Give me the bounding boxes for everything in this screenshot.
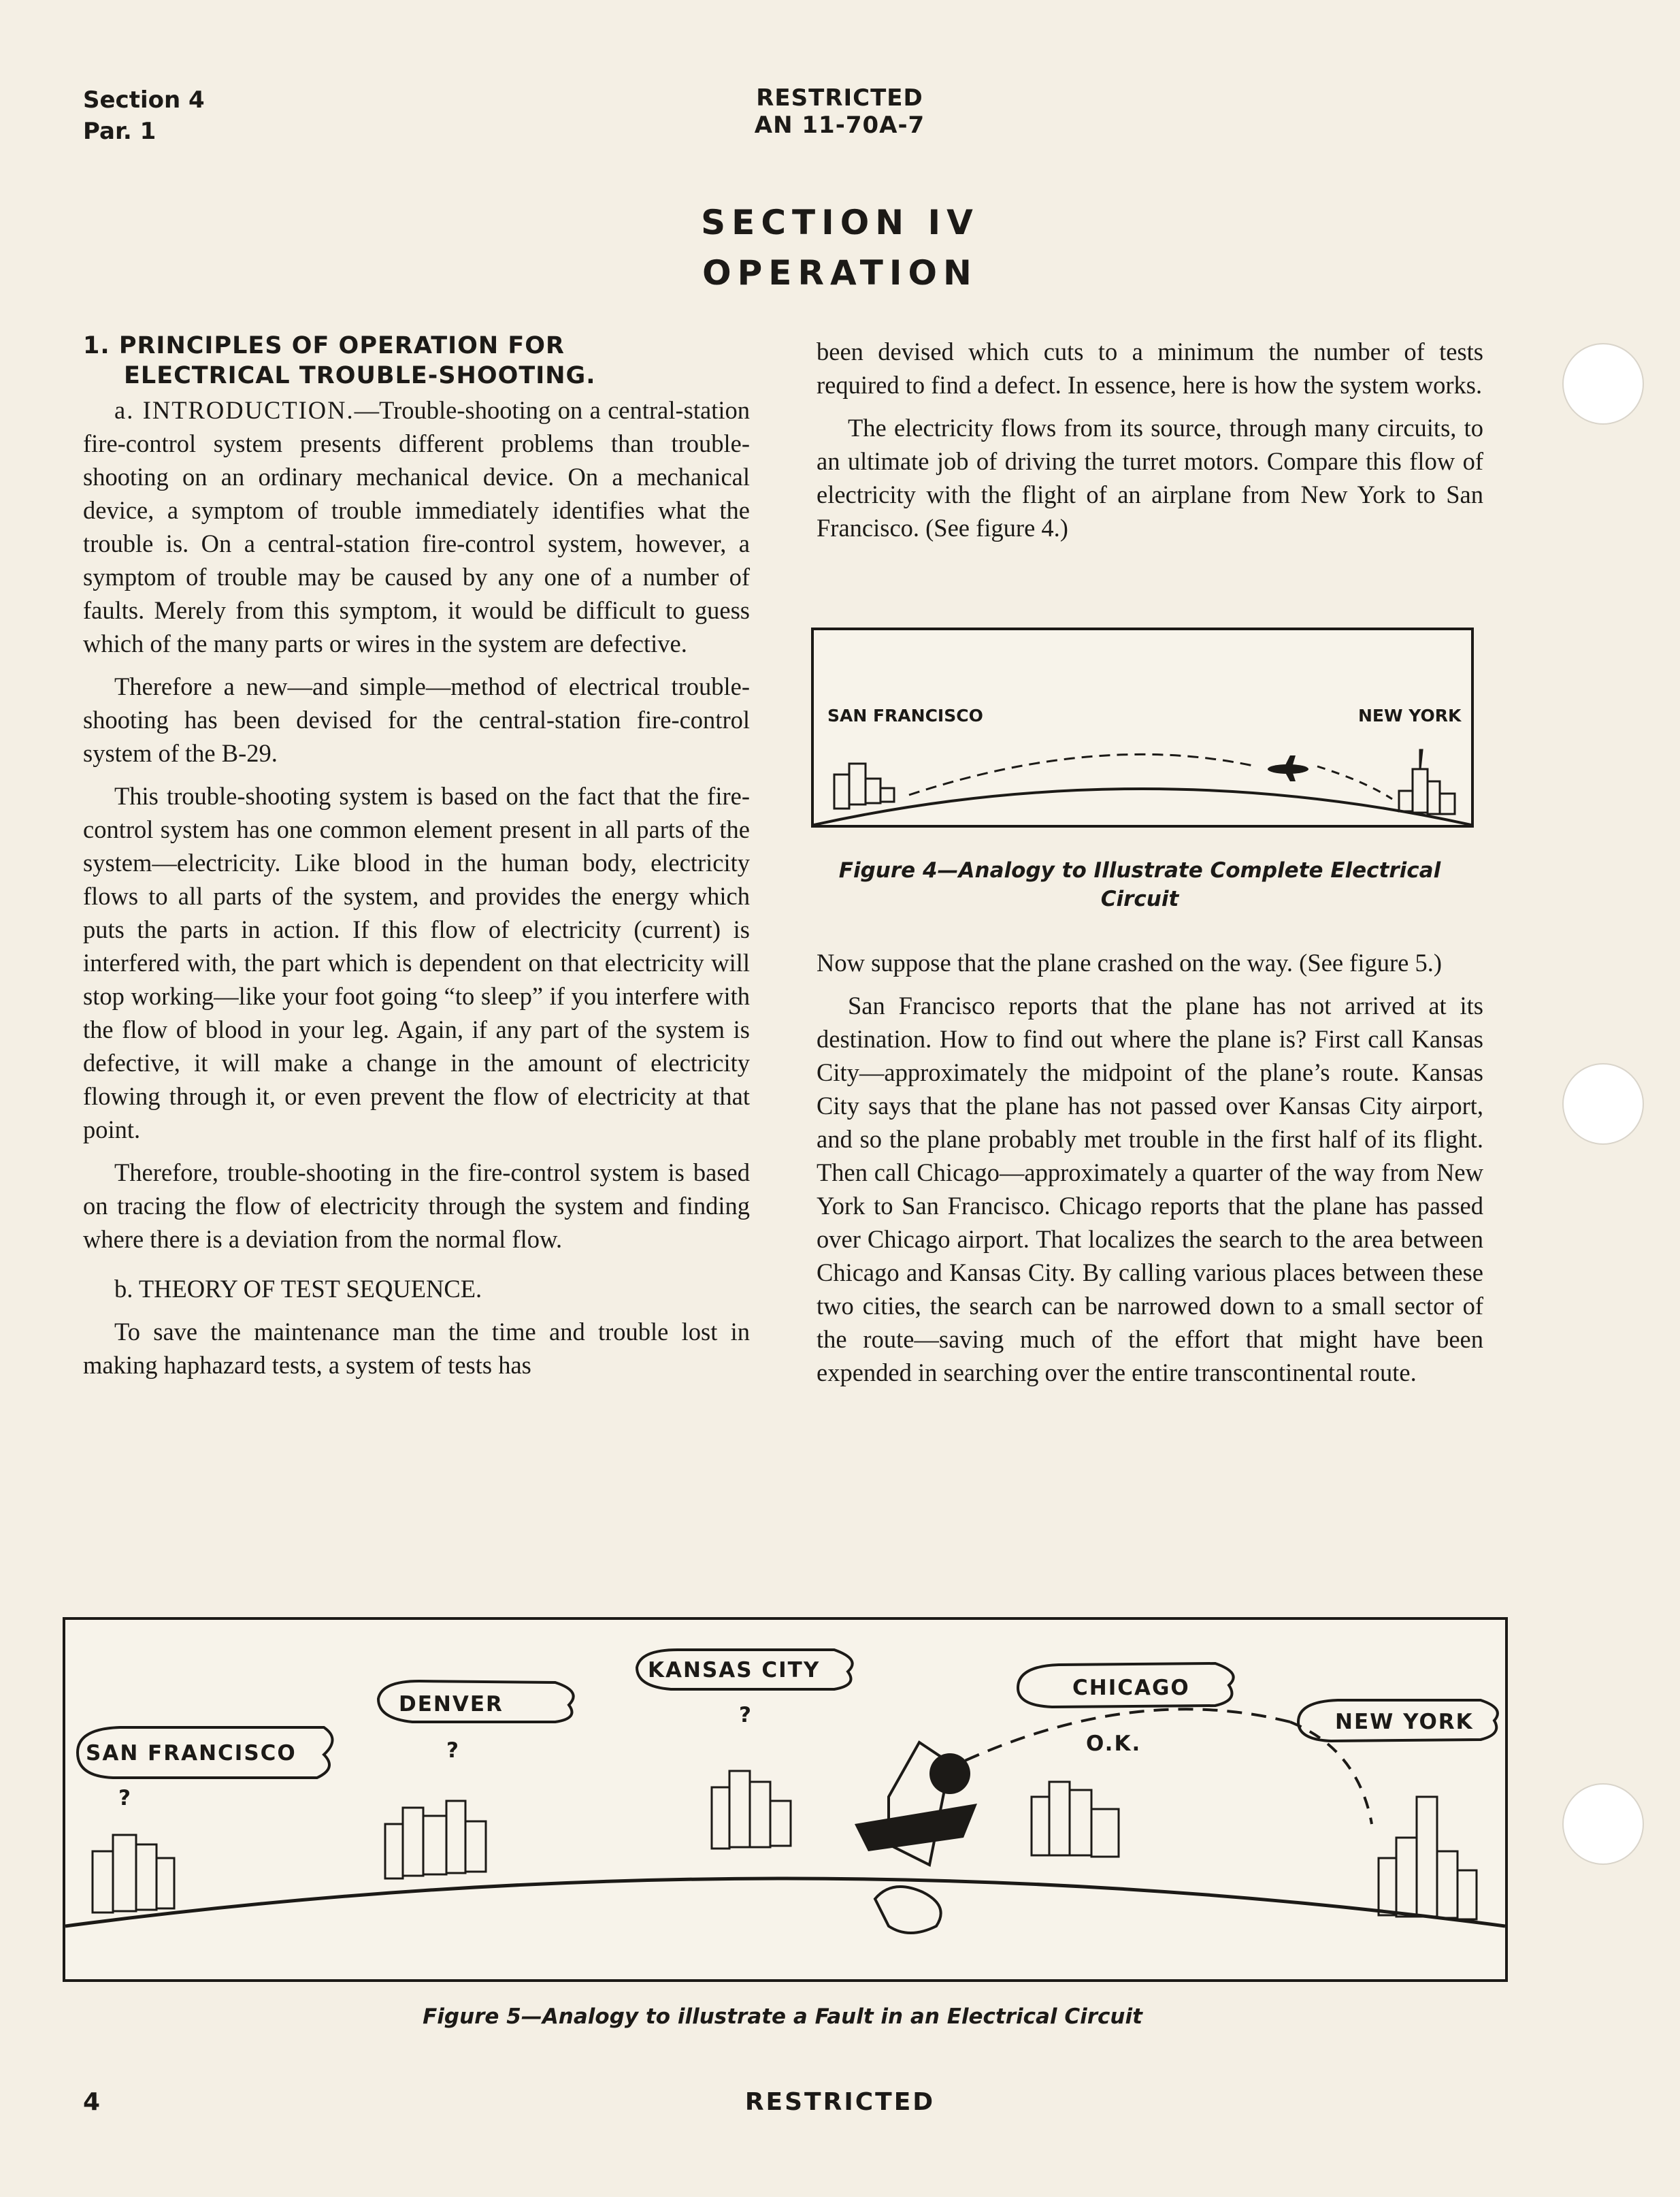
label-chicago: CHICAGO <box>1072 1676 1190 1700</box>
figure-4-caption <box>811 856 1468 913</box>
introduction-label: a. INTRODUCTION. <box>114 396 355 424</box>
figure-5-drawing <box>65 1620 1505 1979</box>
figure-4-label-san-francisco: SAN FRANCISCO <box>827 706 983 726</box>
label-kansas-city: KANSAS CITY <box>648 1658 821 1682</box>
right-column-bottom <box>817 946 1483 1389</box>
figure-5-caption: Figure 5—Analogy to illustrate a Fault in an Electrical Circuit <box>423 2004 1142 2029</box>
chicago-skyline-icon <box>1032 1782 1119 1857</box>
section-title: SECTION IV <box>701 203 979 242</box>
right-column-top <box>817 335 1483 544</box>
document-number: AN 11-70A-7 <box>754 112 925 139</box>
san-francisco-skyline-icon <box>93 1835 174 1913</box>
figure-4-illustration <box>811 628 1474 828</box>
body-paragraph: This trouble-shooting system is based on the fact that the fire-control system has one common element present in all parts of the system—electricity. Like blood in the human body, electricity flows to all parts of the system, and provides the energy which puts the parts in action. If this flow of electricity (current) is interfered with, the part which is dependent on that electricity will stop working—like your foot going “to sleep” if you interfere with the flow of blood in your leg. Again, if any part of the system is defective, it will make a change in the amount of electricity flowing through it, or even prevent the flow of electricity at that point. <box>83 782 750 1143</box>
left-column <box>83 331 750 1382</box>
binder-hole-middle <box>1562 1063 1644 1145</box>
header-left <box>83 84 205 147</box>
new-york-skyline-icon <box>1399 750 1455 814</box>
page-number: 4 <box>83 2088 101 2116</box>
body-paragraph: San Francisco reports that the plane has not arrived at its destination. How to find out where the plane is? First call Kansas City—approximately the midpoint of the plane’s route. Kansas City says that the plane has not passed over Kansas City airport, and so the plane probably met trouble in the first half of its flight. Then call Chicago—approximately a quarter of the way from New York to San Francisco. Chicago reports that the plane has passed over Chicago airport. That localizes the search to the area between Chicago and Kansas City. By calling various places between these two cities, the search can be narrowed down to a small sector of the route—saving much of the effort that might have been expended in searching over the entire transcontinental route. <box>817 992 1483 1386</box>
body-paragraph: Therefore, trouble-shooting in the fire-control system is based on tracing the flow of electricity through the system and finding where there is a deviation from the normal flow. <box>83 1158 750 1253</box>
section-name: OPERATION <box>702 253 978 293</box>
question-mark-kansas-city: ? <box>739 1703 753 1727</box>
airplane-icon <box>1268 755 1308 781</box>
section-label: Section 4 <box>83 86 205 114</box>
question-mark-san-francisco: ? <box>118 1786 132 1810</box>
header-center <box>636 84 1044 139</box>
question-mark-denver: ? <box>446 1738 460 1763</box>
horizon-line <box>65 1878 1505 1926</box>
figure-5-illustration <box>63 1617 1508 1982</box>
new-york-skyline-icon <box>1379 1797 1477 1919</box>
introduction-paragraph <box>83 393 750 660</box>
denver-skyline-icon <box>385 1801 486 1878</box>
introduction-text: —Trouble-shooting on a central-station fire-control system presents different problems than trouble-shooting on an ordinary mechanical device. On a mechanical device, a symptom of trouble immediately identifies what the trouble is. On a central-station fire-control system, however, a symptom of trouble may be caused by any one of a number of faults. Merely from this symptom, it would be difficult to guess which of the many parts or wires in the system are defective. <box>83 396 750 657</box>
body-paragraph: Now suppose that the plane crashed on the way. (See figure 5.) <box>817 949 1442 977</box>
figure-4-caption-line-1: Figure 4—Analogy to Illustrate Complete Electrical <box>838 858 1441 883</box>
figure-4-caption-line-2: Circuit <box>1100 887 1179 911</box>
label-new-york: NEW YORK <box>1335 1710 1474 1734</box>
body-paragraph: Therefore a new—and simple—method of electrical trouble-shooting has been devised for the central-station fire-control system of the B-29. <box>83 672 750 767</box>
kansas-city-skyline-icon <box>712 1771 791 1849</box>
figure-4-drawing <box>814 630 1471 825</box>
label-san-francisco: SAN FRANCISCO <box>86 1741 297 1765</box>
flight-path-east <box>1317 766 1392 799</box>
ok-label-chicago: O.K. <box>1086 1731 1142 1756</box>
binder-hole-bottom <box>1562 1783 1644 1865</box>
subheading-theory: b. THEORY OF TEST SEQUENCE. <box>114 1275 482 1303</box>
figure-4-label-new-york: NEW YORK <box>1358 706 1462 726</box>
body-paragraph: To save the maintenance man the time and trouble lost in making haphazard tests, a system of tests has <box>83 1318 750 1379</box>
header-classification: RESTRICTED <box>756 84 923 112</box>
body-paragraph: The electricity flows from its source, through many circuits, to an ultimate job of driving the turret motors. Compare this flow of electricity with the flight of an airplane from New York to San Francisco. (See figure 4.) <box>817 414 1483 542</box>
heading-line-2: ELECTRICAL TROUBLE-SHOOTING. <box>124 362 596 389</box>
crashed-airplane-icon <box>855 1742 977 1933</box>
paragraph-heading <box>83 331 750 391</box>
binder-hole-top <box>1562 343 1644 425</box>
heading-line-1: 1. PRINCIPLES OF OPERATION FOR <box>83 332 565 359</box>
san-francisco-skyline-icon <box>834 764 894 809</box>
body-paragraph: been devised which cuts to a minimum the number of tests required to find a defect. In essence, here is how the system works. <box>817 338 1483 399</box>
paragraph-label: Par. 1 <box>83 118 157 145</box>
label-denver: DENVER <box>399 1692 504 1716</box>
footer-classification: RESTRICTED <box>744 2088 936 2116</box>
